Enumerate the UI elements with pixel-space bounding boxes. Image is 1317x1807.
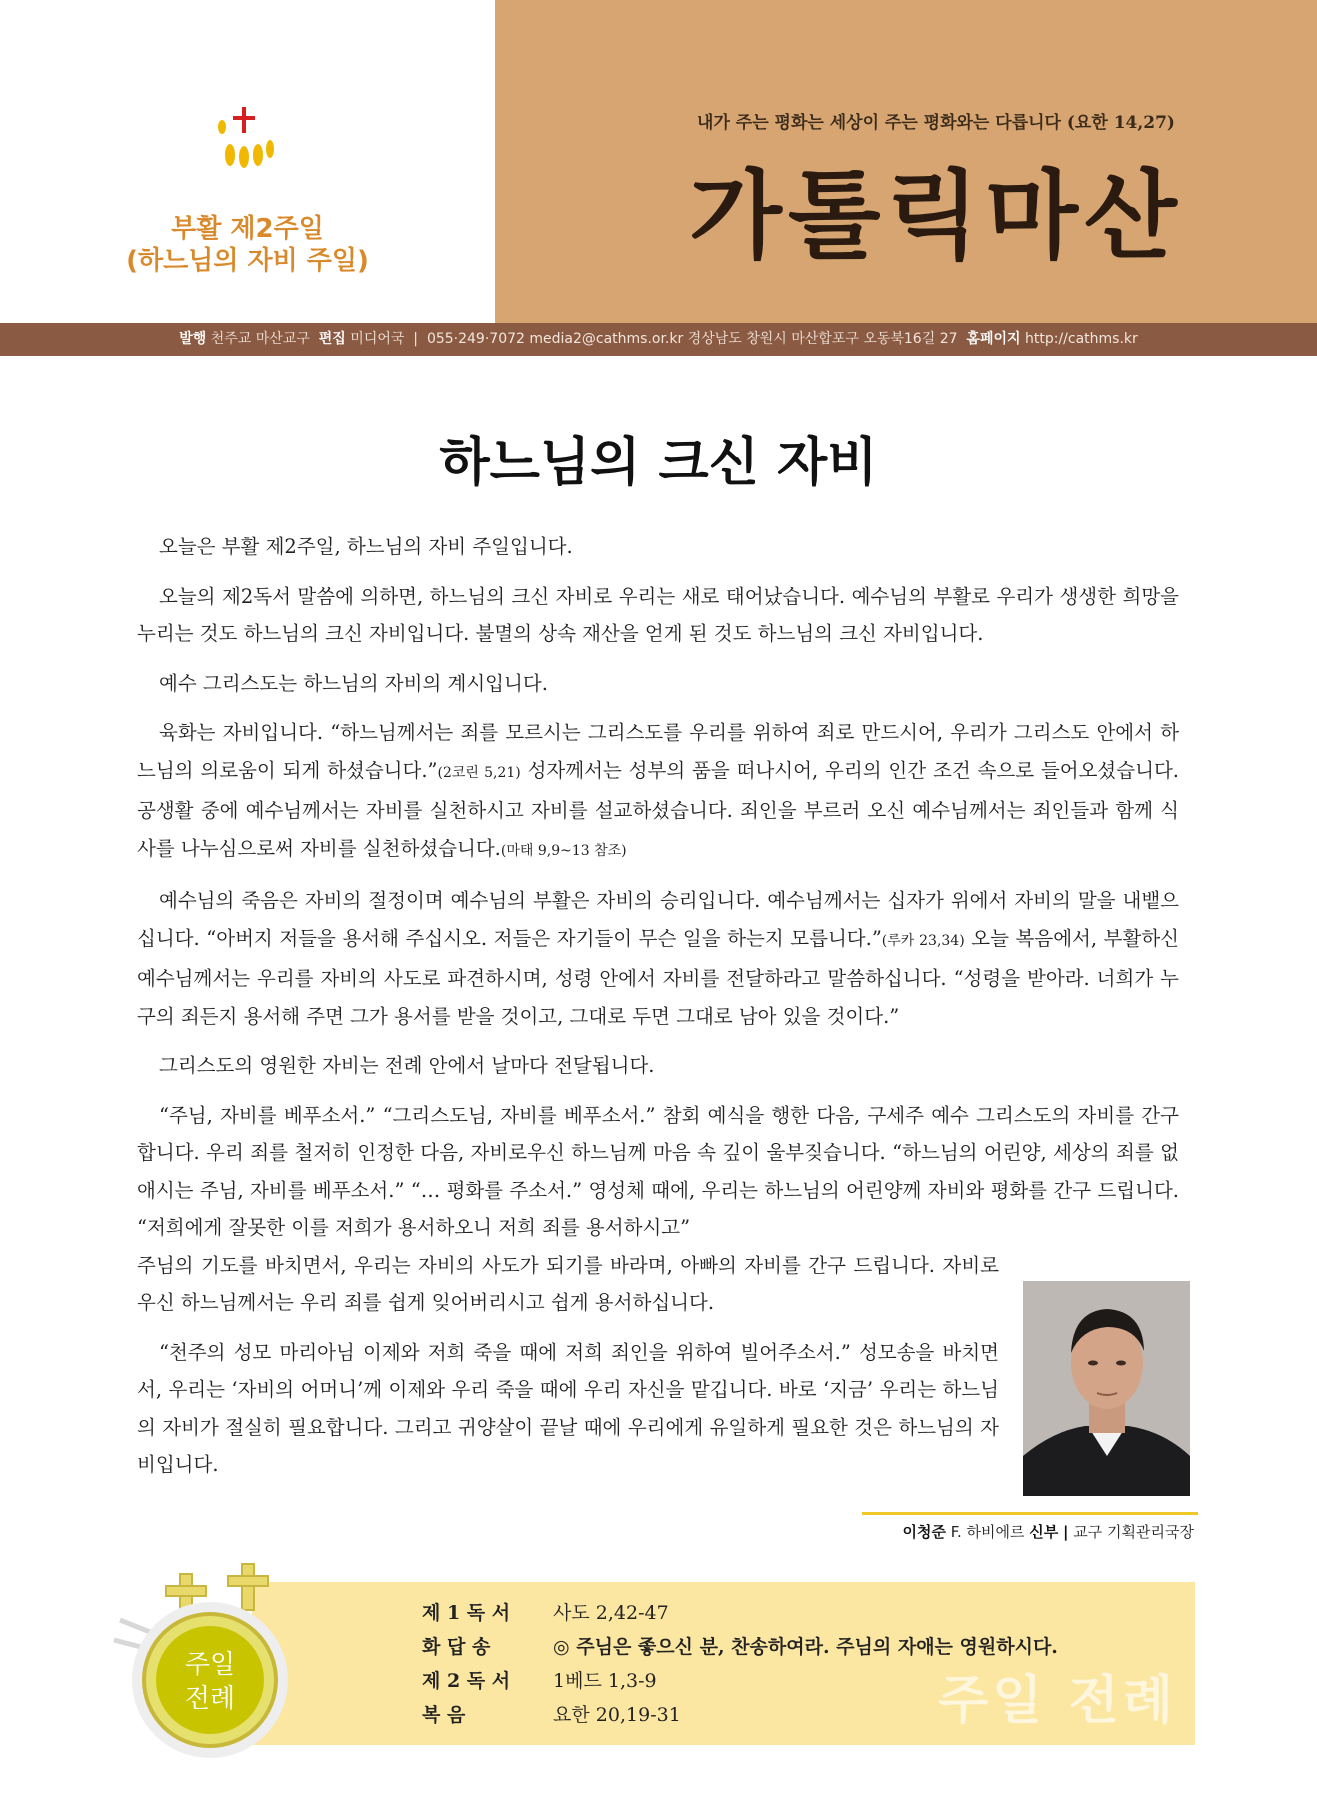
badge-line-1: 주일 xyxy=(184,1650,236,1680)
scripture-ref: (루카 23,34) xyxy=(881,932,965,949)
header-right-panel xyxy=(495,0,1317,323)
paragraph-5-text-b: 오늘 복음에서, 부활하신 예수님께서는 우리를 자비의 사도로 파견하시며, 성령 안에서 자비를 전달하라고 말씀하십니다. “성령을 받아라. 너희가 누구의 죄든지 용서해 주면 그가 용서를 받을 것이고, 그대로 두면 그대로 남아 있을 것이다.” xyxy=(137,926,1179,1028)
paragraph-7-continued: 주님의 기도를 바치면서, 우리는 자비의 사도가 되기를 바라며, 아빠의 자비를 간구 드립니다. 자비로우신 하느님께서는 우리 죄를 쉽게 잊어버리시고 쉽게 용서하십니다. xyxy=(137,1253,999,1314)
liturgy-watermark: 주일 전례 xyxy=(937,1671,1177,1731)
header-left-panel xyxy=(0,0,495,323)
author-baptismal-name: F. 하비에르 xyxy=(950,1523,1025,1541)
author-photo xyxy=(1023,1281,1190,1496)
author-portrait-icon xyxy=(1023,1281,1190,1496)
author-signature: 이청준 F. 하비에르 신부 | 교구 기획관리국장 xyxy=(902,1523,1194,1541)
publisher-value: 천주교 마산교구 xyxy=(210,331,310,347)
publisher-label: 발행 xyxy=(179,331,207,347)
paragraph-1: 오늘은 부활 제2주일, 하느님의 자비 주일입니다. xyxy=(159,535,573,558)
liturgy-label: 제 2 독 서 xyxy=(422,1670,511,1692)
article-title: 하느님의 크신 자비 xyxy=(439,433,878,493)
liturgy-row xyxy=(422,1666,657,1693)
liturgy-value: 1베드 1,3-9 xyxy=(553,1670,657,1692)
sunday-title: 부활 제2주일 xyxy=(171,214,324,244)
liturgy-row xyxy=(422,1632,1058,1659)
paragraph-3: 예수 그리스도는 하느님의 자비의 계시입니다. xyxy=(159,671,548,695)
liturgy-value: ◎ 주님은 좋으신 분, 찬송하여라. 주님의 자애는 영원하시다. xyxy=(553,1636,1058,1658)
signature-divider xyxy=(862,1512,1198,1515)
author-title: 신부 xyxy=(1029,1523,1059,1541)
liturgy-label: 제 1 독 서 xyxy=(422,1602,511,1624)
scripture-ref: (2코린 5,21) xyxy=(437,764,521,781)
author-name: 이청준 xyxy=(902,1523,946,1541)
paragraph-5-text-a: 예수님의 죽음은 자비의 절정이며 예수님의 부활은 자비의 승리입니다. 예수님께서는 십자가 위에서 자비의 말을 내뱉으십니다. “아버지 저들을 용서해 주십시오. 저들은 자기들이 무슨 일을 하는지 모릅니다.” xyxy=(137,889,1179,950)
contact-info: 055·249·7072 media2@cathms.or.kr 경상남도 창원시 마산합포구 오동북16길 27 xyxy=(426,331,958,347)
paragraph-8: “천주의 성모 마리아님 이제와 저희 죽을 때에 저희 죄인을 위하여 빌어주소서.” 성모송을 바치면서, 우리는 ‘자비의 어머니’께 이제와 우리 죽을 때에 우리 자신을 맡깁니다. 바로 ‘지금’ 우리는 하느님의 자비가 절실히 필요합니다. 그리고 귀양살이 끝날 때에 우리에게 유일하게 필요한 것은 하느님의 자비입니다. xyxy=(137,1340,999,1476)
sunday-liturgy-badge-icon xyxy=(110,1560,310,1770)
diocese-logo-icon xyxy=(212,105,284,175)
editor-label: 편집 xyxy=(318,331,346,347)
author-position: 교구 기획관리국장 xyxy=(1073,1523,1194,1541)
badge-line-2: 전례 xyxy=(184,1684,236,1714)
paragraph-4-text-b: 성자께서는 성부의 품을 떠나시어, 우리의 인간 조건 속으로 들어오셨습니다. 공생활 중에 예수님께서는 자비를 실천하시고 자비를 설교하셨습니다. 죄인을 부르러 오신 예수님께서는 죄인들과 함께 식사를 나누심으로써 자비를 실천하셨습니다. xyxy=(137,758,1179,860)
liturgy-label: 복 음 xyxy=(422,1704,466,1726)
liturgy-row xyxy=(422,1700,681,1727)
sunday-liturgy-box xyxy=(252,1582,1195,1745)
masthead-title: 가톨릭마산 xyxy=(689,160,1183,272)
liturgy-row xyxy=(422,1598,669,1625)
liturgy-label: 화 답 송 xyxy=(422,1636,491,1658)
motto: 내가 주는 평화는 세상이 주는 평화와는 다릅니다 (요한 14,27) xyxy=(697,113,1175,133)
paragraph-4-text-a: 육화는 자비입니다. “하느님께서는 죄를 모르시는 그리스도를 우리를 위하여 죄로 만드시어, 우리가 그리스도 안에서 하느님의 의로움이 되게 하셨습니다.” xyxy=(137,721,1179,782)
paragraph-4 xyxy=(137,714,1179,870)
paragraph-2: 오늘의 제2독서 말씀에 의하면, 하느님의 크신 자비로 우리는 새로 태어났습니다. 예수님의 부활로 우리가 생생한 희망을 누리는 것도 하느님의 크신 자비입니다. 불멸의 상속 재산을 얻게 된 것도 하느님의 크신 자비입니다. xyxy=(137,584,1179,645)
homepage-label: 홈페이지 xyxy=(966,331,1021,347)
homepage-link[interactable]: http://cathms.kr xyxy=(1024,331,1138,347)
liturgy-value: 사도 2,42-47 xyxy=(553,1602,669,1624)
editor-value: 미디어국 xyxy=(350,331,405,347)
paragraph-7: “주님, 자비를 베푸소서.” “그리스도님, 자비를 베푸소서.” 참회 예식을 행한 다음, 구세주 예수 그리스도의 자비를 간구합니다. 우리 죄를 철저히 인정한 다음, 자비로우신 하느님께 마음 속 깊이 울부짖습니다. “하느님의 어린양, 세상의 죄를 없애시는 주님, 자비를 베푸소서.” “… 평화를 주소서.” 영성체 때에, 우리는 하느님의 어린양께 자비와 평화를 간구 드립니다. “저희에게 잘못한 이를 저희가 용서하오니 저희 죄를 용서하시고” xyxy=(137,1103,1179,1239)
scripture-ref: (마태 9,9~13 참조) xyxy=(500,842,627,859)
publisher-info-bar: 발행 천주교 마산교구 편집 미디어국 | 055·249·7072 media2@cathms.or.kr 경상남도 창원시 마산합포구 오동북16길 27 홈페이지 http://cathms.kr xyxy=(0,323,1317,356)
paragraph-5 xyxy=(137,882,1179,1035)
paragraph-6: 그리스도의 영원한 자비는 전례 안에서 날마다 전달됩니다. xyxy=(159,1054,655,1077)
sunday-subtitle: (하느님의 자비 주일) xyxy=(126,246,369,276)
liturgy-value: 요한 20,19-31 xyxy=(553,1704,681,1726)
